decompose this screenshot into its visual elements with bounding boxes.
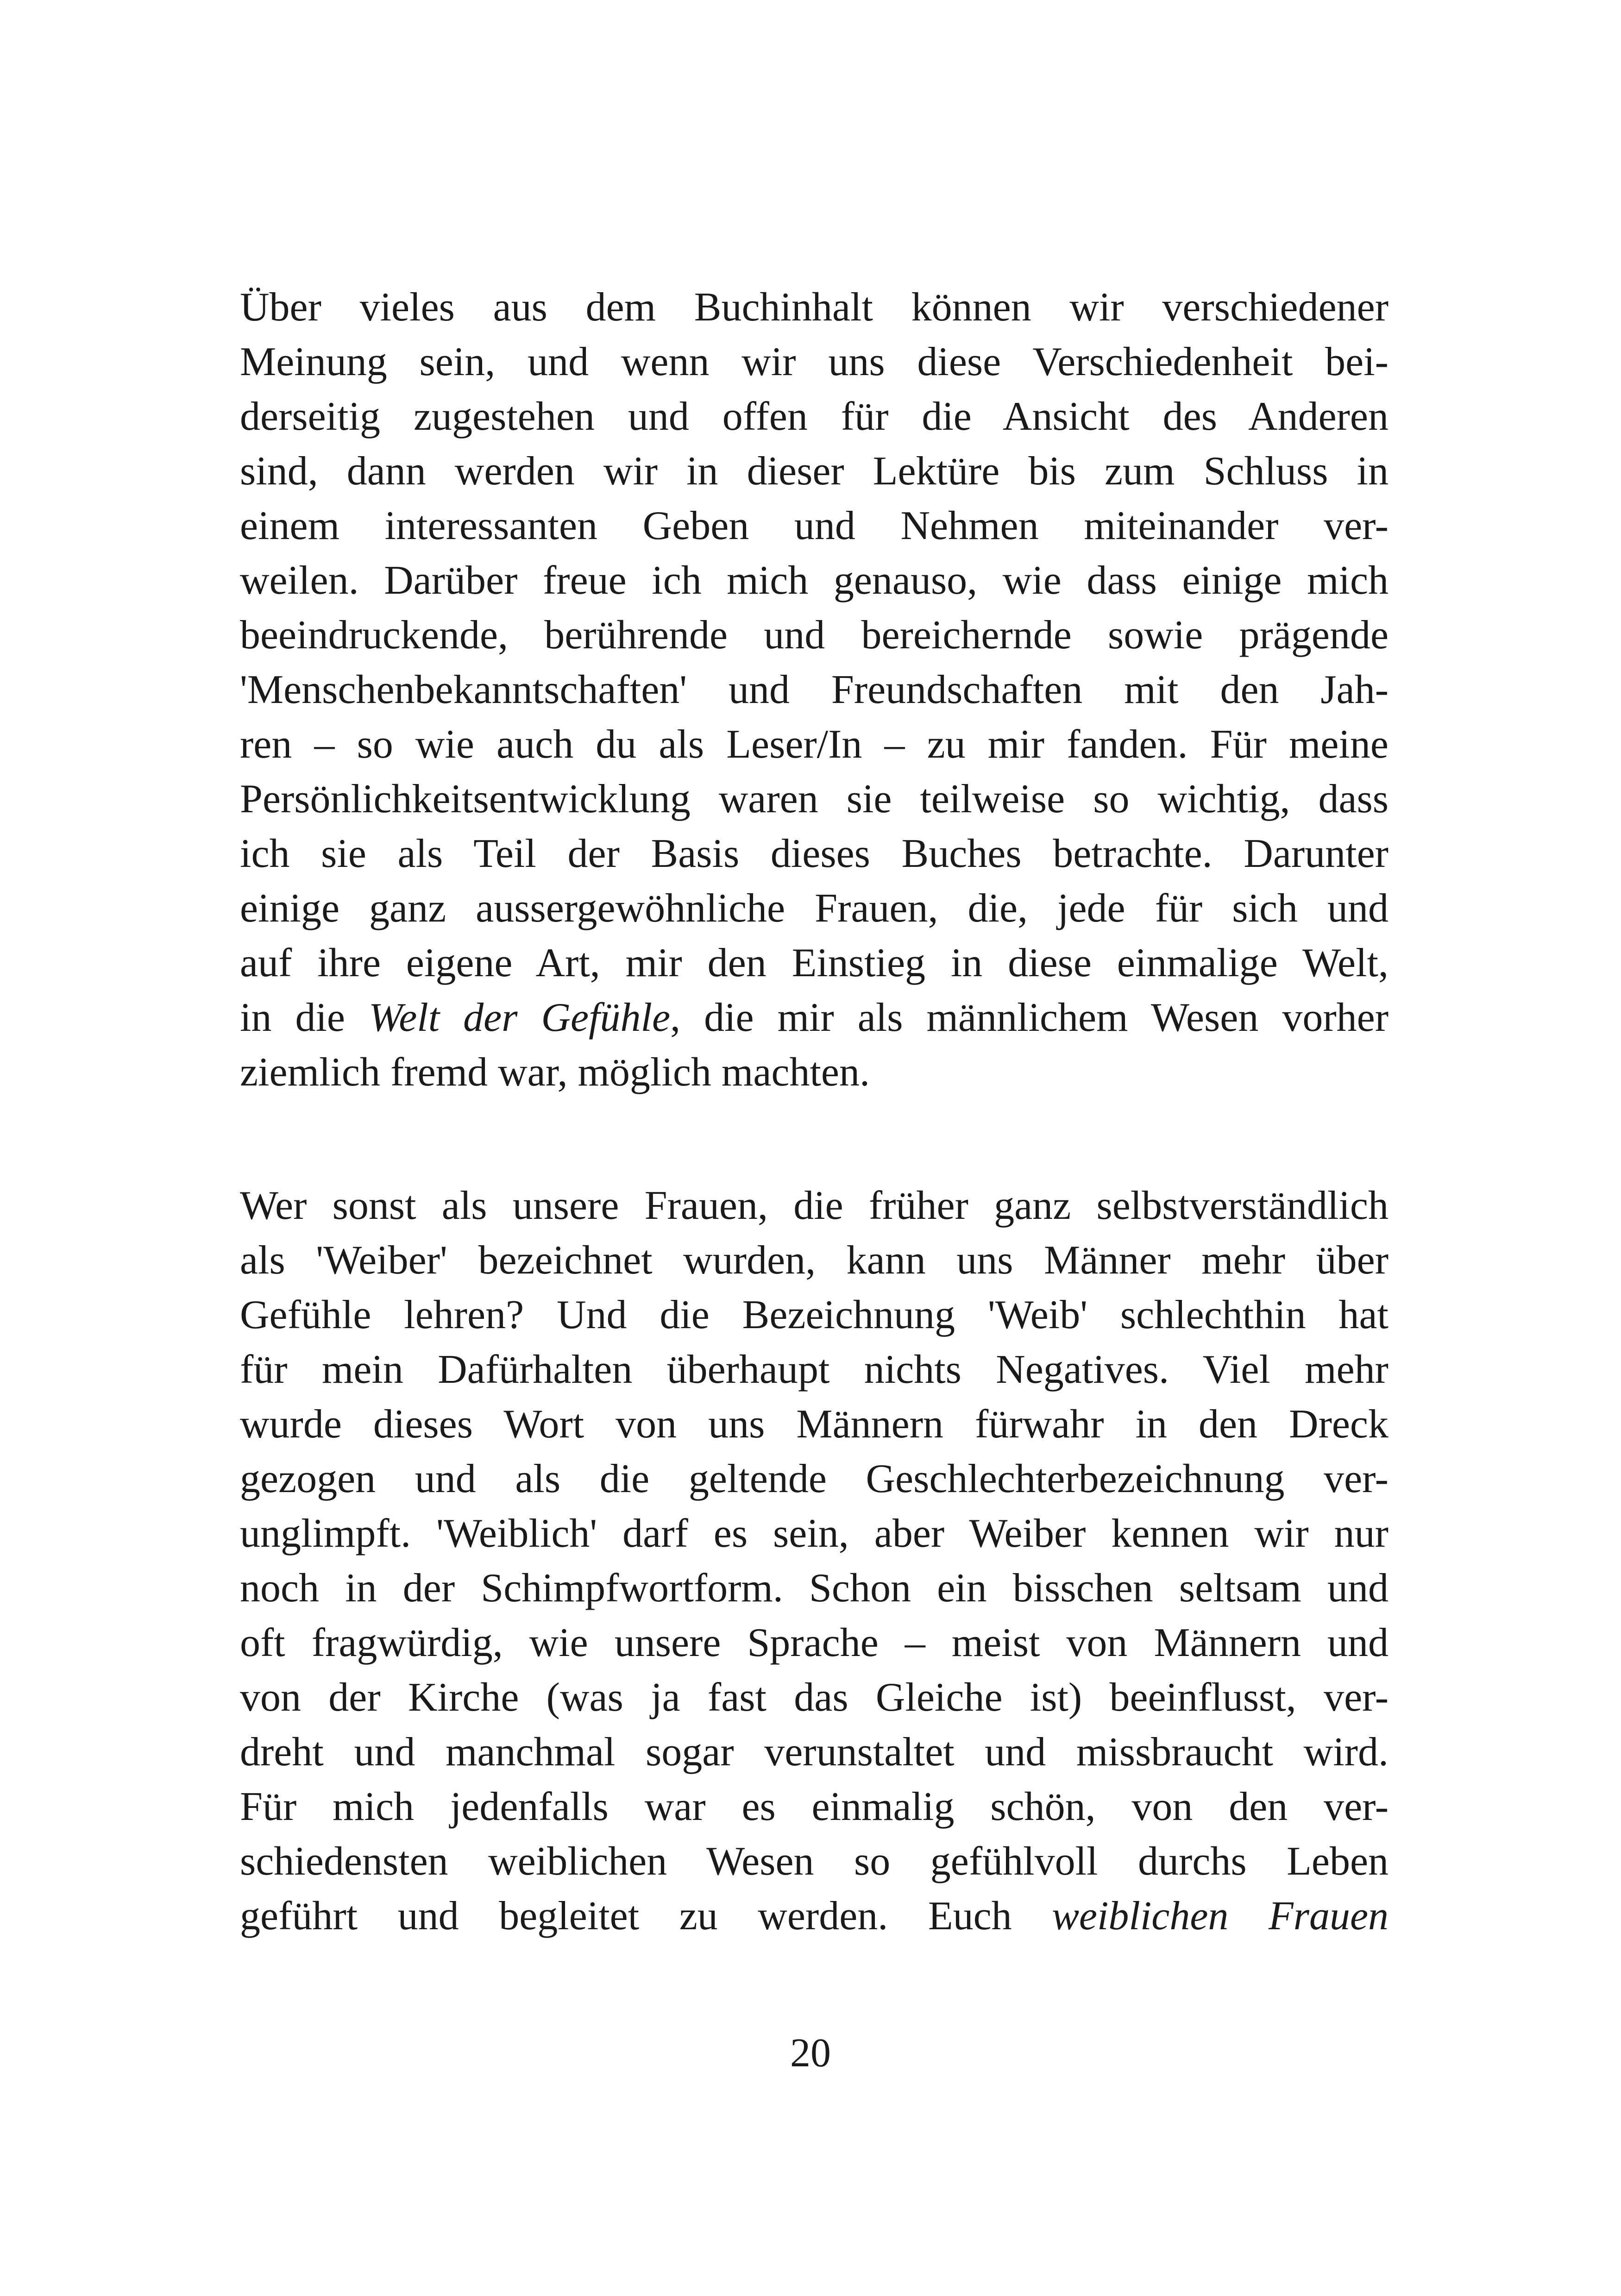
text-line [240, 335, 1389, 389]
text-run: dreht und manchmal sogar verunstaltet und missbraucht wird. [240, 1730, 1389, 1775]
text-run: weilen. Darüber freue ich mich genauso, wie dass einige mich [240, 558, 1389, 603]
text-run: ich sie als Teil der Basis dieses Buches betrachte. Darunter [240, 831, 1389, 876]
text-line [240, 1780, 1389, 1834]
text-run: beeindruckende, berührende und bereichernde sowie prägende [240, 613, 1389, 658]
text-run: in die [240, 995, 369, 1040]
text-line [240, 499, 1389, 553]
page-number: 20 [790, 2031, 831, 2076]
paragraph-1 [240, 280, 1389, 1100]
text-line [240, 553, 1389, 608]
text-line [240, 936, 1389, 991]
text-line [240, 1233, 1389, 1288]
text-line [240, 717, 1389, 772]
text-line [240, 1834, 1389, 1889]
text-run: Für mich jedenfalls war es einmalig schön, von den ver- [240, 1784, 1389, 1829]
text-line [240, 1561, 1389, 1616]
text-line [240, 1342, 1389, 1397]
text-run: derseitig zugestehen und offen für die Ansicht des Anderen [240, 394, 1389, 439]
text-line [240, 1616, 1389, 1670]
text-line [240, 663, 1389, 717]
text-run: gezogen und als die geltende Geschlechterbezeichnung ver- [240, 1456, 1389, 1501]
text-run: ren – so wie auch du als Leser/In – zu mir fanden. Für meine [240, 722, 1389, 767]
text-run: noch in der Schimpfwortform. Schon ein bisschen seltsam und [240, 1566, 1389, 1611]
text-line [240, 1179, 1389, 1233]
text-line [240, 1045, 1389, 1100]
italic-text-run: Welt der Gefühle [368, 995, 671, 1040]
text-line [240, 881, 1389, 936]
text-line [240, 389, 1389, 444]
text-run: Wer sonst als unsere Frauen, die früher ganz selbstverständlich [240, 1183, 1389, 1228]
text-line [240, 1506, 1389, 1561]
text-run: 'Menschenbekanntschaften' und Freundschaften mit den Jah- [240, 667, 1389, 712]
text-line [240, 608, 1389, 663]
text-run: ziemlich fremd war, möglich machten. [240, 1050, 870, 1095]
text-run: für mein Dafürhalten überhaupt nichts Negatives. Viel mehr [240, 1347, 1389, 1392]
text-run: von der Kirche (was ja fast das Gleiche ist) beeinflusst, ver- [240, 1675, 1389, 1720]
text-line [240, 1452, 1389, 1506]
text-line [240, 444, 1389, 499]
text-run: Gefühle lehren? Und die Bezeichnung 'Weib' schlechthin hat [240, 1292, 1389, 1337]
paragraph-2 [240, 1179, 1389, 1944]
italic-text-run: weiblichen Frauen [1052, 1894, 1389, 1938]
text-line [240, 772, 1389, 827]
text-run: geführt und begleitet zu werden. Euch [240, 1894, 1052, 1938]
text-run: unglimpft. 'Weiblich' darf es sein, aber Weiber kennen wir nur [240, 1511, 1389, 1556]
text-line [240, 991, 1389, 1045]
text-run: schiedensten weiblichen Wesen so gefühlvoll durchs Leben [240, 1839, 1389, 1884]
text-line [240, 1889, 1389, 1944]
text-line [240, 1288, 1389, 1342]
text-line [240, 1725, 1389, 1780]
text-line [240, 1670, 1389, 1725]
text-run: sind, dann werden wir in dieser Lektüre bis zum Schluss in [240, 449, 1389, 494]
text-run: , die mir als männlichem Wesen vorher [670, 995, 1389, 1040]
text-run: auf ihre eigene Art, mir den Einstieg in diese einmalige Welt, [240, 941, 1389, 985]
text-run: als 'Weiber' bezeichnet wurden, kann uns Männer mehr über [240, 1238, 1389, 1283]
text-run: Persönlichkeitsentwicklung waren sie teilweise so wichtig, dass [240, 777, 1389, 822]
text-run: oft fragwürdig, wie unsere Sprache – meist von Männern und [240, 1620, 1389, 1665]
text-run: Meinung sein, und wenn wir uns diese Verschiedenheit bei- [240, 339, 1389, 384]
text-line [240, 1397, 1389, 1452]
text-run: Über vieles aus dem Buchinhalt können wir verschiedener [240, 285, 1389, 330]
text-line [240, 280, 1389, 335]
text-run: einem interessanten Geben und Nehmen miteinander ver- [240, 503, 1389, 548]
text-run: einige ganz aussergewöhnliche Frauen, die, jede für sich und [240, 886, 1389, 931]
text-run: wurde dieses Wort von uns Männern fürwahr in den Dreck [240, 1402, 1389, 1447]
text-line [240, 827, 1389, 881]
